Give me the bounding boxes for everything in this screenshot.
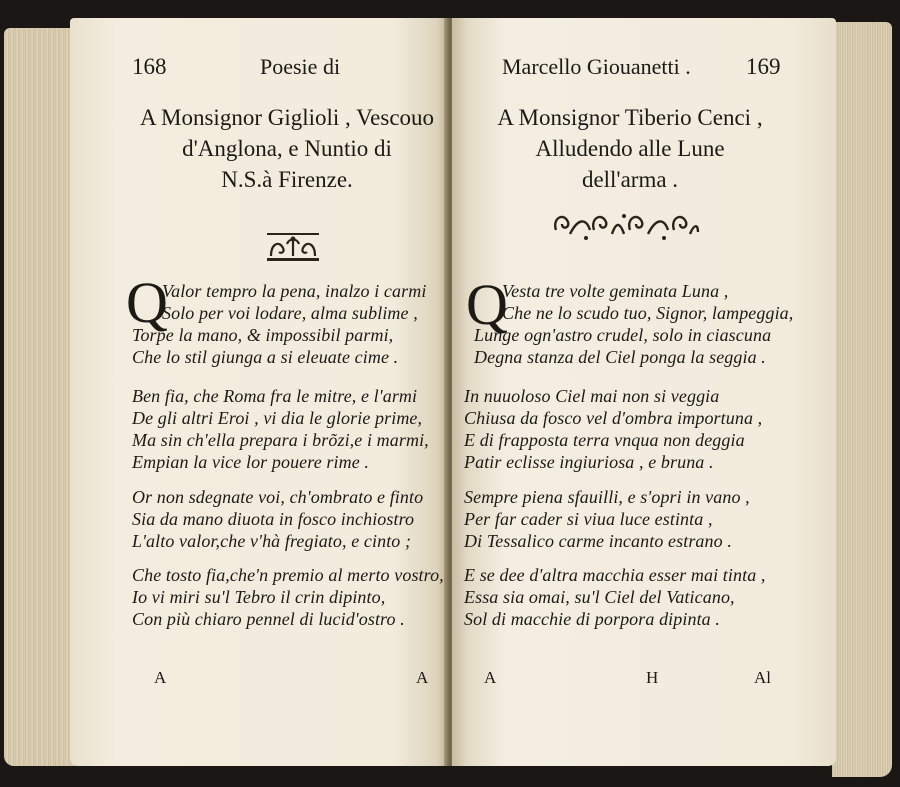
verse-line: E se dee d'altra macchia esser mai tinta , [464, 565, 766, 585]
stanza-right-2 [464, 385, 762, 473]
poem-title-right [460, 102, 800, 195]
verse-line: De gli altri Eroi , vi dia le glorie prime, [132, 408, 423, 428]
verse-line: Sia da mano diuota in fosco inchiostro [132, 509, 415, 529]
stanza-right-1b [474, 324, 771, 368]
title-line: d'Anglona, e Nuntio di [182, 136, 392, 161]
stanza-left-4 [132, 564, 444, 630]
verse-line: Solo per voi lodare, alma sublime , [162, 303, 418, 323]
verse-line: Con più chiaro pennel di lucid'ostro . [132, 609, 405, 629]
verse-line: E di frapposta terra vnqua non deggia [464, 430, 745, 450]
stanza-left-2 [132, 385, 429, 473]
verse-line: Essa sia omai, su'l Ciel del Vaticano, [464, 587, 735, 607]
page-number-left: 168 [132, 54, 167, 79]
verse-line: Ben fia, che Roma fra le mitre, e l'armi [132, 386, 418, 406]
stanza-left-1b [132, 324, 398, 368]
verse-line: Che tosto fia,che'n premio al merto vostro, [132, 565, 444, 585]
verse-line: Di Tessalico carme incanto estrano . [464, 531, 732, 551]
left-page [70, 18, 448, 766]
title-line: dell'arma . [581, 167, 679, 192]
title-line: A Monsignor Tiberio Cenci , [497, 105, 763, 130]
running-head-left: Poesie di [260, 54, 341, 79]
verse-line: Io vi miri su'l Tebro il crin dipinto, [132, 587, 386, 607]
stanza-right-1 [502, 280, 793, 324]
verse-line: Valor tempro la pena, inalzo i carmi [162, 281, 427, 301]
verse-line: L'alto valor,che v'hà fregiato, e cinto ; [132, 531, 412, 551]
signature-mark: A [154, 668, 167, 687]
poem-title-left [120, 102, 454, 195]
page-number-right: 169 [746, 54, 781, 79]
right-page-edges [832, 22, 892, 777]
catchword: A [416, 668, 429, 687]
ornament-flower-icon [265, 230, 321, 264]
drop-cap-left: Q [126, 270, 168, 335]
stanza-left-1 [162, 280, 426, 324]
ornament-scroll-icon [550, 208, 700, 242]
verse-line: Che ne lo scudo tuo, Signor, lampeggia, [502, 303, 794, 323]
stanza-right-3 [464, 486, 750, 552]
verse-line: Vesta tre volte geminata Luna , [502, 281, 729, 301]
verse-line: Torpe la mano, & impossibil parmi, [132, 325, 394, 345]
verse-line: Ma sin ch'ella prepara i brõzi,e i marmi, [132, 430, 429, 450]
verse-line: Empian la vice lor pouere rime . [132, 452, 369, 472]
title-line: Alludendo alle Lune [535, 136, 725, 161]
verse-line: Degna stanza del Ciel ponga la seggia . [474, 347, 766, 367]
signature-mark: H [646, 668, 659, 687]
verse-line: Or non sdegnate voi, ch'ombrato e finto [132, 487, 424, 507]
right-page [452, 18, 836, 766]
running-head-right: Marcello Giouanetti . [502, 54, 691, 79]
verse-line: Sempre piena sfauilli, e s'opri in vano , [464, 487, 750, 507]
verse-line: In nuuoloso Ciel mai non si veggia [464, 386, 720, 406]
verse-line: Lunge ogn'astro crudel, solo in ciascuna [474, 325, 772, 345]
title-line: A Monsignor Giglioli , Vescouo [139, 105, 435, 130]
stanza-left-3 [132, 486, 423, 552]
signature-mark: A [484, 668, 497, 687]
title-line: N.S.à Firenze. [221, 167, 353, 192]
stanza-right-4 [464, 564, 766, 630]
catchword: Al [754, 668, 771, 687]
verse-line: Patir eclisse ingiuriosa , e bruna . [464, 452, 714, 472]
verse-line: Che lo stil giunga a si eleuate cime . [132, 347, 399, 367]
drop-cap-right: Q [466, 272, 508, 337]
verse-line: Chiusa da fosco vel d'ombra importuna , [464, 408, 763, 428]
verse-line: Sol di macchie di porpora dipinta . [464, 609, 720, 629]
verse-line: Per far cader si viua luce estinta , [464, 509, 713, 529]
left-page-edges [4, 28, 76, 766]
